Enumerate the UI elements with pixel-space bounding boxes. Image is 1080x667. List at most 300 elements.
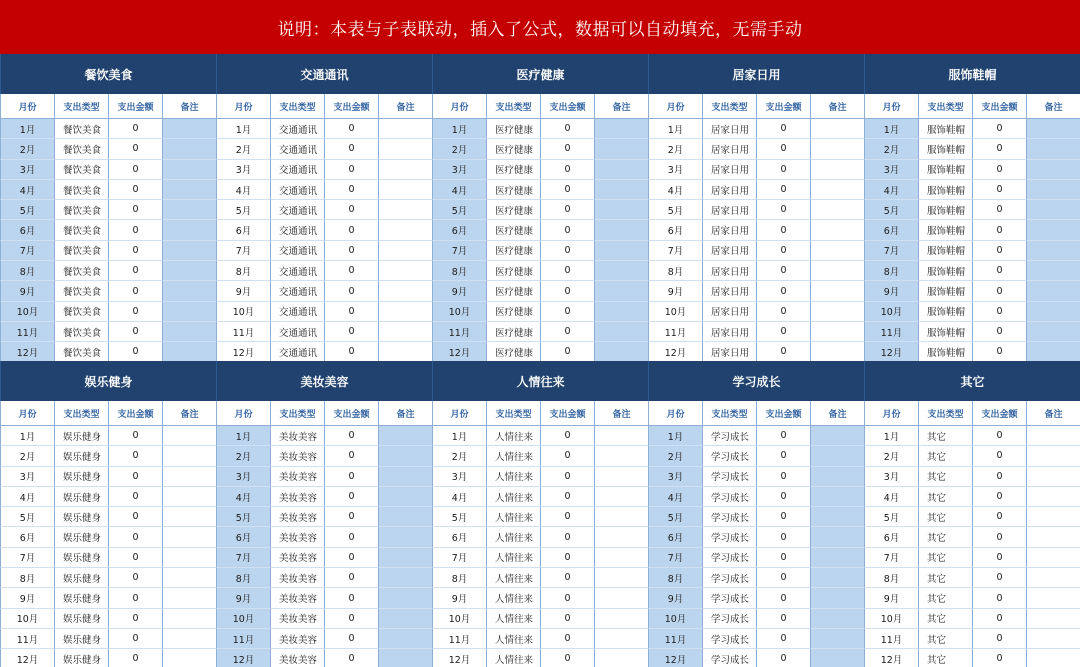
note-cell[interactable] bbox=[594, 342, 648, 362]
type-cell[interactable]: 人情往来 bbox=[486, 426, 540, 446]
type-cell[interactable]: 娱乐健身 bbox=[54, 467, 108, 487]
type-cell[interactable]: 其它 bbox=[918, 609, 972, 629]
note-cell[interactable] bbox=[594, 588, 648, 608]
type-cell[interactable]: 美妆美容 bbox=[270, 548, 324, 568]
amount-cell[interactable]: 0 bbox=[972, 342, 1026, 362]
month-cell[interactable]: 6月 bbox=[216, 220, 270, 240]
amount-cell[interactable]: 0 bbox=[972, 241, 1026, 261]
type-cell[interactable]: 服饰鞋帽 bbox=[918, 281, 972, 301]
note-cell[interactable] bbox=[594, 487, 648, 507]
amount-cell[interactable]: 0 bbox=[108, 180, 162, 200]
note-cell[interactable] bbox=[594, 467, 648, 487]
month-cell[interactable]: 2月 bbox=[216, 139, 270, 159]
amount-cell[interactable]: 0 bbox=[756, 487, 810, 507]
month-cell[interactable]: 1月 bbox=[864, 119, 918, 139]
month-cell[interactable]: 7月 bbox=[216, 548, 270, 568]
amount-cell[interactable]: 0 bbox=[324, 342, 378, 362]
month-cell[interactable]: 11月 bbox=[648, 629, 702, 649]
type-cell[interactable]: 美妆美容 bbox=[270, 467, 324, 487]
type-cell[interactable]: 美妆美容 bbox=[270, 527, 324, 547]
type-cell[interactable]: 服饰鞋帽 bbox=[918, 322, 972, 342]
amount-cell[interactable]: 0 bbox=[756, 220, 810, 240]
note-cell[interactable] bbox=[810, 322, 864, 342]
amount-cell[interactable]: 0 bbox=[972, 487, 1026, 507]
amount-cell[interactable]: 0 bbox=[972, 200, 1026, 220]
type-cell[interactable]: 居家日用 bbox=[702, 220, 756, 240]
amount-cell[interactable]: 0 bbox=[108, 629, 162, 649]
month-cell[interactable]: 7月 bbox=[0, 548, 54, 568]
type-cell[interactable]: 服饰鞋帽 bbox=[918, 160, 972, 180]
type-cell[interactable]: 其它 bbox=[918, 588, 972, 608]
type-cell[interactable]: 餐饮美食 bbox=[54, 160, 108, 180]
month-cell[interactable]: 3月 bbox=[0, 467, 54, 487]
month-cell[interactable]: 5月 bbox=[864, 507, 918, 527]
month-cell[interactable]: 9月 bbox=[216, 281, 270, 301]
note-cell[interactable] bbox=[810, 588, 864, 608]
type-cell[interactable]: 美妆美容 bbox=[270, 609, 324, 629]
type-cell[interactable]: 娱乐健身 bbox=[54, 446, 108, 466]
amount-cell[interactable]: 0 bbox=[324, 446, 378, 466]
type-cell[interactable]: 交通通讯 bbox=[270, 220, 324, 240]
note-cell[interactable] bbox=[1026, 160, 1080, 180]
type-cell[interactable]: 娱乐健身 bbox=[54, 548, 108, 568]
amount-cell[interactable]: 0 bbox=[756, 119, 810, 139]
month-cell[interactable]: 12月 bbox=[648, 342, 702, 362]
type-cell[interactable]: 餐饮美食 bbox=[54, 241, 108, 261]
note-cell[interactable] bbox=[378, 446, 432, 466]
amount-cell[interactable]: 0 bbox=[540, 160, 594, 180]
month-cell[interactable]: 2月 bbox=[216, 446, 270, 466]
type-cell[interactable]: 医疗健康 bbox=[486, 342, 540, 362]
month-cell[interactable]: 11月 bbox=[432, 629, 486, 649]
amount-cell[interactable]: 0 bbox=[972, 180, 1026, 200]
note-cell[interactable] bbox=[378, 160, 432, 180]
type-cell[interactable]: 居家日用 bbox=[702, 200, 756, 220]
month-cell[interactable]: 12月 bbox=[0, 649, 54, 667]
type-cell[interactable]: 娱乐健身 bbox=[54, 487, 108, 507]
amount-cell[interactable]: 0 bbox=[540, 200, 594, 220]
month-cell[interactable]: 2月 bbox=[0, 446, 54, 466]
type-cell[interactable]: 服饰鞋帽 bbox=[918, 200, 972, 220]
amount-cell[interactable]: 0 bbox=[972, 629, 1026, 649]
amount-cell[interactable]: 0 bbox=[756, 241, 810, 261]
month-cell[interactable]: 6月 bbox=[864, 220, 918, 240]
month-cell[interactable]: 5月 bbox=[648, 200, 702, 220]
amount-cell[interactable]: 0 bbox=[108, 487, 162, 507]
month-cell[interactable]: 2月 bbox=[432, 446, 486, 466]
note-cell[interactable] bbox=[162, 261, 216, 281]
month-cell[interactable]: 3月 bbox=[648, 467, 702, 487]
note-cell[interactable] bbox=[1026, 139, 1080, 159]
amount-cell[interactable]: 0 bbox=[972, 507, 1026, 527]
month-cell[interactable]: 7月 bbox=[0, 241, 54, 261]
amount-cell[interactable]: 0 bbox=[108, 588, 162, 608]
type-cell[interactable]: 美妆美容 bbox=[270, 426, 324, 446]
amount-cell[interactable]: 0 bbox=[108, 302, 162, 322]
month-cell[interactable]: 9月 bbox=[864, 281, 918, 301]
type-cell[interactable]: 餐饮美食 bbox=[54, 200, 108, 220]
amount-cell[interactable]: 0 bbox=[756, 548, 810, 568]
month-cell[interactable]: 12月 bbox=[864, 649, 918, 667]
amount-cell[interactable]: 0 bbox=[540, 629, 594, 649]
month-cell[interactable]: 4月 bbox=[432, 180, 486, 200]
note-cell[interactable] bbox=[1026, 446, 1080, 466]
type-cell[interactable]: 人情往来 bbox=[486, 487, 540, 507]
note-cell[interactable] bbox=[1026, 322, 1080, 342]
type-cell[interactable]: 居家日用 bbox=[702, 119, 756, 139]
note-cell[interactable] bbox=[378, 241, 432, 261]
month-cell[interactable]: 8月 bbox=[216, 261, 270, 281]
type-cell[interactable]: 娱乐健身 bbox=[54, 609, 108, 629]
month-cell[interactable]: 9月 bbox=[864, 588, 918, 608]
type-cell[interactable]: 餐饮美食 bbox=[54, 220, 108, 240]
month-cell[interactable]: 4月 bbox=[648, 180, 702, 200]
amount-cell[interactable]: 0 bbox=[324, 568, 378, 588]
amount-cell[interactable]: 0 bbox=[324, 467, 378, 487]
amount-cell[interactable]: 0 bbox=[324, 322, 378, 342]
type-cell[interactable]: 其它 bbox=[918, 548, 972, 568]
note-cell[interactable] bbox=[162, 588, 216, 608]
amount-cell[interactable]: 0 bbox=[756, 180, 810, 200]
amount-cell[interactable]: 0 bbox=[540, 220, 594, 240]
note-cell[interactable] bbox=[162, 180, 216, 200]
month-cell[interactable]: 1月 bbox=[648, 426, 702, 446]
note-cell[interactable] bbox=[810, 487, 864, 507]
note-cell[interactable] bbox=[594, 241, 648, 261]
amount-cell[interactable]: 0 bbox=[540, 180, 594, 200]
amount-cell[interactable]: 0 bbox=[756, 302, 810, 322]
type-cell[interactable]: 交通通讯 bbox=[270, 281, 324, 301]
amount-cell[interactable]: 0 bbox=[756, 609, 810, 629]
note-cell[interactable] bbox=[594, 180, 648, 200]
note-cell[interactable] bbox=[1026, 261, 1080, 281]
amount-cell[interactable]: 0 bbox=[972, 261, 1026, 281]
type-cell[interactable]: 餐饮美食 bbox=[54, 261, 108, 281]
note-cell[interactable] bbox=[810, 139, 864, 159]
month-cell[interactable]: 1月 bbox=[648, 119, 702, 139]
type-cell[interactable]: 居家日用 bbox=[702, 302, 756, 322]
note-cell[interactable] bbox=[162, 426, 216, 446]
note-cell[interactable] bbox=[162, 322, 216, 342]
month-cell[interactable]: 7月 bbox=[432, 241, 486, 261]
amount-cell[interactable]: 0 bbox=[972, 426, 1026, 446]
amount-cell[interactable]: 0 bbox=[756, 200, 810, 220]
type-cell[interactable]: 医疗健康 bbox=[486, 119, 540, 139]
note-cell[interactable] bbox=[378, 527, 432, 547]
type-cell[interactable]: 人情往来 bbox=[486, 467, 540, 487]
note-cell[interactable] bbox=[378, 426, 432, 446]
type-cell[interactable]: 服饰鞋帽 bbox=[918, 241, 972, 261]
month-cell[interactable]: 8月 bbox=[216, 568, 270, 588]
note-cell[interactable] bbox=[594, 629, 648, 649]
type-cell[interactable]: 学习成长 bbox=[702, 568, 756, 588]
amount-cell[interactable]: 0 bbox=[324, 139, 378, 159]
month-cell[interactable]: 5月 bbox=[432, 200, 486, 220]
month-cell[interactable]: 3月 bbox=[432, 467, 486, 487]
note-cell[interactable] bbox=[162, 507, 216, 527]
note-cell[interactable] bbox=[810, 220, 864, 240]
month-cell[interactable]: 10月 bbox=[864, 302, 918, 322]
amount-cell[interactable]: 0 bbox=[108, 649, 162, 667]
type-cell[interactable]: 居家日用 bbox=[702, 241, 756, 261]
type-cell[interactable]: 人情往来 bbox=[486, 446, 540, 466]
note-cell[interactable] bbox=[1026, 342, 1080, 362]
month-cell[interactable]: 8月 bbox=[432, 261, 486, 281]
month-cell[interactable]: 3月 bbox=[432, 160, 486, 180]
month-cell[interactable]: 3月 bbox=[0, 160, 54, 180]
note-cell[interactable] bbox=[378, 180, 432, 200]
month-cell[interactable]: 1月 bbox=[0, 119, 54, 139]
note-cell[interactable] bbox=[162, 548, 216, 568]
note-cell[interactable] bbox=[594, 139, 648, 159]
amount-cell[interactable]: 0 bbox=[324, 200, 378, 220]
note-cell[interactable] bbox=[378, 261, 432, 281]
month-cell[interactable]: 9月 bbox=[648, 281, 702, 301]
note-cell[interactable] bbox=[378, 119, 432, 139]
type-cell[interactable]: 餐饮美食 bbox=[54, 302, 108, 322]
amount-cell[interactable]: 0 bbox=[756, 568, 810, 588]
note-cell[interactable] bbox=[810, 629, 864, 649]
amount-cell[interactable]: 0 bbox=[324, 649, 378, 667]
note-cell[interactable] bbox=[378, 568, 432, 588]
month-cell[interactable]: 9月 bbox=[432, 281, 486, 301]
month-cell[interactable]: 10月 bbox=[864, 609, 918, 629]
type-cell[interactable]: 居家日用 bbox=[702, 261, 756, 281]
type-cell[interactable]: 服饰鞋帽 bbox=[918, 261, 972, 281]
month-cell[interactable]: 8月 bbox=[648, 261, 702, 281]
note-cell[interactable] bbox=[810, 548, 864, 568]
type-cell[interactable]: 交通通讯 bbox=[270, 322, 324, 342]
type-cell[interactable]: 美妆美容 bbox=[270, 649, 324, 667]
note-cell[interactable] bbox=[1026, 649, 1080, 667]
note-cell[interactable] bbox=[810, 467, 864, 487]
type-cell[interactable]: 服饰鞋帽 bbox=[918, 139, 972, 159]
amount-cell[interactable]: 0 bbox=[108, 241, 162, 261]
type-cell[interactable]: 娱乐健身 bbox=[54, 649, 108, 667]
amount-cell[interactable]: 0 bbox=[756, 507, 810, 527]
month-cell[interactable]: 1月 bbox=[432, 426, 486, 446]
note-cell[interactable] bbox=[1026, 426, 1080, 446]
type-cell[interactable]: 服饰鞋帽 bbox=[918, 220, 972, 240]
month-cell[interactable]: 10月 bbox=[648, 609, 702, 629]
note-cell[interactable] bbox=[594, 261, 648, 281]
note-cell[interactable] bbox=[162, 220, 216, 240]
type-cell[interactable]: 人情往来 bbox=[486, 629, 540, 649]
amount-cell[interactable]: 0 bbox=[756, 446, 810, 466]
month-cell[interactable]: 10月 bbox=[0, 302, 54, 322]
amount-cell[interactable]: 0 bbox=[324, 527, 378, 547]
amount-cell[interactable]: 0 bbox=[324, 302, 378, 322]
amount-cell[interactable]: 0 bbox=[324, 261, 378, 281]
amount-cell[interactable]: 0 bbox=[324, 241, 378, 261]
amount-cell[interactable]: 0 bbox=[108, 119, 162, 139]
amount-cell[interactable]: 0 bbox=[540, 426, 594, 446]
type-cell[interactable]: 交通通讯 bbox=[270, 139, 324, 159]
type-cell[interactable]: 医疗健康 bbox=[486, 220, 540, 240]
type-cell[interactable]: 学习成长 bbox=[702, 487, 756, 507]
month-cell[interactable]: 2月 bbox=[864, 139, 918, 159]
amount-cell[interactable]: 0 bbox=[972, 302, 1026, 322]
amount-cell[interactable]: 0 bbox=[756, 629, 810, 649]
month-cell[interactable]: 9月 bbox=[0, 281, 54, 301]
type-cell[interactable]: 餐饮美食 bbox=[54, 180, 108, 200]
month-cell[interactable]: 5月 bbox=[0, 200, 54, 220]
month-cell[interactable]: 6月 bbox=[432, 527, 486, 547]
month-cell[interactable]: 5月 bbox=[0, 507, 54, 527]
type-cell[interactable]: 美妆美容 bbox=[270, 507, 324, 527]
amount-cell[interactable]: 0 bbox=[324, 180, 378, 200]
month-cell[interactable]: 10月 bbox=[216, 302, 270, 322]
amount-cell[interactable]: 0 bbox=[540, 281, 594, 301]
note-cell[interactable] bbox=[162, 302, 216, 322]
note-cell[interactable] bbox=[594, 220, 648, 240]
note-cell[interactable] bbox=[810, 302, 864, 322]
note-cell[interactable] bbox=[810, 426, 864, 446]
month-cell[interactable]: 7月 bbox=[216, 241, 270, 261]
note-cell[interactable] bbox=[1026, 200, 1080, 220]
amount-cell[interactable]: 0 bbox=[972, 281, 1026, 301]
type-cell[interactable]: 其它 bbox=[918, 568, 972, 588]
type-cell[interactable]: 人情往来 bbox=[486, 609, 540, 629]
month-cell[interactable]: 3月 bbox=[864, 467, 918, 487]
note-cell[interactable] bbox=[162, 281, 216, 301]
type-cell[interactable]: 人情往来 bbox=[486, 588, 540, 608]
type-cell[interactable]: 学习成长 bbox=[702, 588, 756, 608]
month-cell[interactable]: 10月 bbox=[216, 609, 270, 629]
note-cell[interactable] bbox=[378, 220, 432, 240]
note-cell[interactable] bbox=[378, 200, 432, 220]
type-cell[interactable]: 其它 bbox=[918, 649, 972, 667]
amount-cell[interactable]: 0 bbox=[108, 609, 162, 629]
month-cell[interactable]: 7月 bbox=[648, 548, 702, 568]
month-cell[interactable]: 4月 bbox=[0, 487, 54, 507]
amount-cell[interactable]: 0 bbox=[756, 527, 810, 547]
month-cell[interactable]: 3月 bbox=[648, 160, 702, 180]
amount-cell[interactable]: 0 bbox=[756, 281, 810, 301]
type-cell[interactable]: 学习成长 bbox=[702, 629, 756, 649]
note-cell[interactable] bbox=[1026, 220, 1080, 240]
note-cell[interactable] bbox=[810, 241, 864, 261]
amount-cell[interactable]: 0 bbox=[972, 119, 1026, 139]
amount-cell[interactable]: 0 bbox=[324, 160, 378, 180]
type-cell[interactable]: 交通通讯 bbox=[270, 241, 324, 261]
note-cell[interactable] bbox=[594, 507, 648, 527]
amount-cell[interactable]: 0 bbox=[756, 139, 810, 159]
amount-cell[interactable]: 0 bbox=[324, 426, 378, 446]
note-cell[interactable] bbox=[162, 200, 216, 220]
amount-cell[interactable]: 0 bbox=[540, 527, 594, 547]
type-cell[interactable]: 其它 bbox=[918, 426, 972, 446]
amount-cell[interactable]: 0 bbox=[972, 220, 1026, 240]
type-cell[interactable]: 餐饮美食 bbox=[54, 342, 108, 362]
month-cell[interactable]: 5月 bbox=[432, 507, 486, 527]
month-cell[interactable]: 11月 bbox=[864, 322, 918, 342]
amount-cell[interactable]: 0 bbox=[108, 200, 162, 220]
month-cell[interactable]: 11月 bbox=[0, 629, 54, 649]
amount-cell[interactable]: 0 bbox=[540, 609, 594, 629]
type-cell[interactable]: 医疗健康 bbox=[486, 241, 540, 261]
type-cell[interactable]: 学习成长 bbox=[702, 446, 756, 466]
type-cell[interactable]: 学习成长 bbox=[702, 467, 756, 487]
type-cell[interactable]: 娱乐健身 bbox=[54, 629, 108, 649]
month-cell[interactable]: 2月 bbox=[864, 446, 918, 466]
note-cell[interactable] bbox=[1026, 467, 1080, 487]
amount-cell[interactable]: 0 bbox=[972, 446, 1026, 466]
month-cell[interactable]: 3月 bbox=[864, 160, 918, 180]
amount-cell[interactable]: 0 bbox=[756, 261, 810, 281]
type-cell[interactable]: 娱乐健身 bbox=[54, 588, 108, 608]
type-cell[interactable]: 美妆美容 bbox=[270, 588, 324, 608]
amount-cell[interactable]: 0 bbox=[972, 649, 1026, 667]
note-cell[interactable] bbox=[162, 629, 216, 649]
note-cell[interactable] bbox=[594, 160, 648, 180]
type-cell[interactable]: 学习成长 bbox=[702, 507, 756, 527]
amount-cell[interactable]: 0 bbox=[108, 548, 162, 568]
month-cell[interactable]: 1月 bbox=[432, 119, 486, 139]
type-cell[interactable]: 医疗健康 bbox=[486, 261, 540, 281]
note-cell[interactable] bbox=[378, 609, 432, 629]
amount-cell[interactable]: 0 bbox=[324, 629, 378, 649]
note-cell[interactable] bbox=[162, 160, 216, 180]
amount-cell[interactable]: 0 bbox=[108, 139, 162, 159]
month-cell[interactable]: 12月 bbox=[0, 342, 54, 362]
note-cell[interactable] bbox=[162, 446, 216, 466]
month-cell[interactable]: 4月 bbox=[0, 180, 54, 200]
amount-cell[interactable]: 0 bbox=[972, 548, 1026, 568]
amount-cell[interactable]: 0 bbox=[540, 467, 594, 487]
amount-cell[interactable]: 0 bbox=[324, 609, 378, 629]
note-cell[interactable] bbox=[1026, 609, 1080, 629]
month-cell[interactable]: 11月 bbox=[648, 322, 702, 342]
amount-cell[interactable]: 0 bbox=[540, 548, 594, 568]
month-cell[interactable]: 5月 bbox=[648, 507, 702, 527]
type-cell[interactable]: 居家日用 bbox=[702, 160, 756, 180]
type-cell[interactable]: 交通通讯 bbox=[270, 302, 324, 322]
month-cell[interactable]: 9月 bbox=[432, 588, 486, 608]
month-cell[interactable]: 10月 bbox=[432, 302, 486, 322]
type-cell[interactable]: 娱乐健身 bbox=[54, 527, 108, 547]
note-cell[interactable] bbox=[810, 281, 864, 301]
amount-cell[interactable]: 0 bbox=[972, 322, 1026, 342]
note-cell[interactable] bbox=[378, 139, 432, 159]
type-cell[interactable]: 学习成长 bbox=[702, 527, 756, 547]
amount-cell[interactable]: 0 bbox=[324, 507, 378, 527]
amount-cell[interactable]: 0 bbox=[108, 467, 162, 487]
type-cell[interactable]: 交通通讯 bbox=[270, 160, 324, 180]
note-cell[interactable] bbox=[162, 467, 216, 487]
amount-cell[interactable]: 0 bbox=[972, 467, 1026, 487]
type-cell[interactable]: 娱乐健身 bbox=[54, 426, 108, 446]
amount-cell[interactable]: 0 bbox=[540, 119, 594, 139]
month-cell[interactable]: 6月 bbox=[0, 220, 54, 240]
month-cell[interactable]: 8月 bbox=[864, 568, 918, 588]
note-cell[interactable] bbox=[162, 487, 216, 507]
note-cell[interactable] bbox=[378, 649, 432, 667]
type-cell[interactable]: 学习成长 bbox=[702, 609, 756, 629]
amount-cell[interactable]: 0 bbox=[324, 487, 378, 507]
note-cell[interactable] bbox=[1026, 527, 1080, 547]
note-cell[interactable] bbox=[1026, 180, 1080, 200]
type-cell[interactable]: 医疗健康 bbox=[486, 160, 540, 180]
note-cell[interactable] bbox=[594, 548, 648, 568]
amount-cell[interactable]: 0 bbox=[540, 241, 594, 261]
amount-cell[interactable]: 0 bbox=[108, 568, 162, 588]
note-cell[interactable] bbox=[1026, 241, 1080, 261]
amount-cell[interactable]: 0 bbox=[540, 649, 594, 667]
type-cell[interactable]: 美妆美容 bbox=[270, 629, 324, 649]
amount-cell[interactable]: 0 bbox=[756, 467, 810, 487]
type-cell[interactable]: 人情往来 bbox=[486, 649, 540, 667]
